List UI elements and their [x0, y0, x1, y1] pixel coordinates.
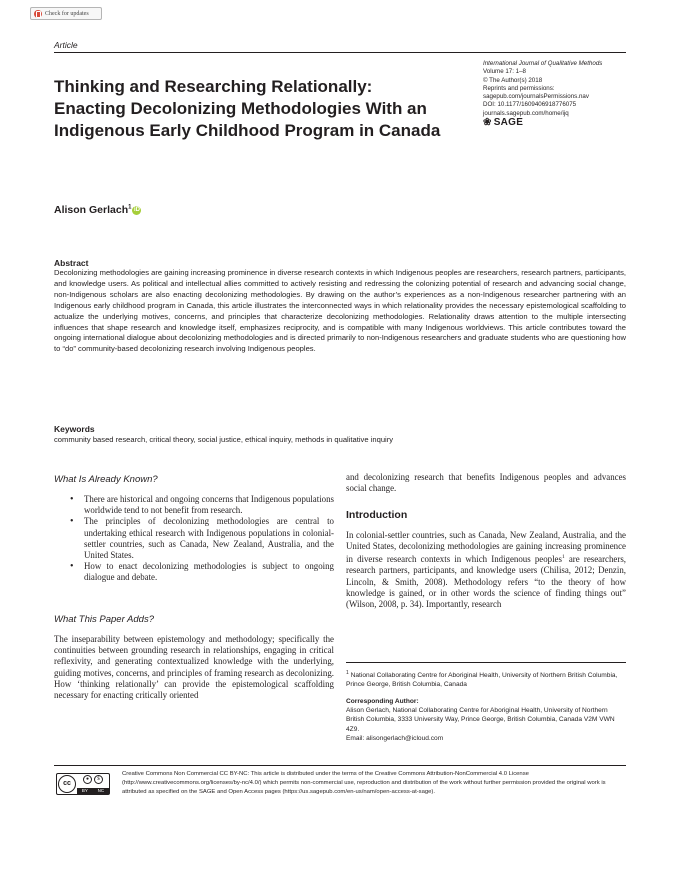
check-for-updates-button[interactable]	[30, 7, 102, 20]
journal-reprints: Reprints and permissions:	[483, 84, 555, 92]
known-list	[54, 494, 334, 584]
author-affiliation-mark: 1	[128, 204, 132, 211]
header-divider	[54, 52, 626, 53]
introduction-text-a: In colonial-settler countries, such as Canada, New Zealand, Australia, and the United States, decolonizing methodologies are gaining increasing prominence in diverse research contexts in which Indigenous peoples	[346, 529, 626, 565]
journal-name: International Journal of Qualitative Methods	[483, 60, 603, 67]
attribution-icon: ●	[83, 775, 92, 784]
orcid-icon[interactable]: iD	[133, 206, 140, 213]
license-text: Creative Commons Non Commercial CC BY-NC: This article is distributed under the terms of the Creative Commons Attribution-NonCommercial 4.0 License (http://www.creativecommons.org/licenses/by-nc/4.0/) which permits non-commercial use, reproduction and distribution of the work without further permission provided the original work is attributed as specified on the SAGE and Open Access pages (https://us.sagepub.com/en-us/nam/open-access-at-sage).	[122, 771, 606, 795]
affiliation-footnote-text: National Collaborating Centre for Aboriginal Health, University of Northern British Columbia, Prince George, British Columbia, Canada	[346, 672, 618, 689]
cc-nc-label: NC	[97, 788, 105, 793]
journal-doi[interactable]: DOI: 10.1177/1609406918776075	[483, 101, 577, 109]
license-divider	[54, 765, 626, 766]
abstract-heading: Abstract	[54, 258, 89, 268]
sage-logo-icon: ❀	[483, 117, 492, 129]
journal-home-link[interactable]: journals.sagepub.com/home/ijq	[483, 109, 569, 117]
cc-by-label: BY	[81, 788, 88, 793]
footnote-mark[interactable]: 1	[561, 554, 565, 561]
author-name: Alison Gerlach	[54, 204, 129, 216]
introduction-text	[346, 530, 626, 611]
adds-heading: What This Paper Adds?	[54, 613, 154, 625]
adds-text: The inseparability between epistemology and methodology; specifically the continuities between grounding research in relationships, engaging in critical reflexivity, and generating contextualized knowledge with the underlying, guiding motives, concerns, and principles of framing research as decolonizing. How ‘thinking relationally’ can provide the epistemological scaffolding necessary for enacting critically oriented	[54, 633, 334, 701]
known-item: • There are historical and ongoing concerns that Indigenous populations worldwide tend to not benefit from research.	[70, 494, 334, 516]
footnotes	[346, 662, 626, 743]
corresponding-author-text: Alison Gerlach, National Collaborating Centre for Aboriginal Health, University of Northern British Columbia, 3333 University Way, Prince George, British Columbia, Canada V2M VWN 4Z9.	[346, 707, 615, 733]
publisher-name: SAGE	[493, 117, 524, 129]
affiliation-footnote-mark: 1	[346, 670, 349, 676]
adds-text-continued: and decolonizing research that benefits Indigenous peoples and advances social change.	[346, 472, 626, 494]
known-item: • How to enact decolonizing methodologies is subject to ongoing dialogue and debate.	[70, 561, 334, 583]
right-column	[346, 472, 626, 611]
cc-icon: cc	[58, 775, 76, 793]
abstract-text: Decolonizing methodologies are gaining increasing prominence in diverse research contexts in which Indigenous peoples are researchers, research partners, participants, and knowledge users. As political and intellectual allies committed to actively resisting and redressing the colonizing potential of research and advancing social change, non-Indigenous scholars are also enacting decolonizing methodologies. By drawing on the author’s experiences as a non-Indigenous researcher partnering with an Indigenous early childhood program in Canada, this article illustrates the interconnected ways in which relationality provides the necessary epistemological scaffolding to actualize the underlying motives, concerns, and principles that characterize decolonizing methodologies. Relationality draws attention to the multiple intersecting influences that shape research and knowledge itself, emphasizes reciprocity, and is compatible with many Indigenous worldviews. This article contributes toward the ongoing international dialogue about decolonizing methodologies and is directed primarily to non-Indigenous researchers and graduate students who are questioning how to “do” community-based decolonizing research involving Indigenous peoples.	[54, 268, 626, 354]
keywords-text: community based research, critical theory, social justice, ethical inquiry, methods in qualitative inquiry	[54, 435, 394, 444]
introduction-heading: Introduction	[346, 508, 408, 521]
journal-volume: Volume 17: 1–8	[483, 68, 527, 76]
cc-badge-right	[77, 774, 109, 794]
journal-reprints-link[interactable]: sagepub.com/journalsPermissions.nav	[483, 93, 589, 101]
bookmark-icon	[34, 10, 42, 18]
publisher-logo	[483, 119, 643, 127]
keywords-heading: Keywords	[54, 424, 95, 434]
noncommercial-icon: $	[94, 775, 103, 784]
corresponding-author-email[interactable]: Email: alisongerlach@icloud.com	[346, 734, 444, 742]
known-item: • The principles of decolonizing methodologies are central to undertaking ethical research with Indigenous populations in colonial-settler countries, such as Canada, New Zealand, Australia, and the United States.	[70, 516, 334, 561]
journal-copyright: © The Author(s) 2018	[483, 76, 543, 84]
left-column	[54, 474, 334, 701]
introduction-text-b: are researchers, research partners, participants, and knowledge users (Chilisa, 2012; Denzin, Lincoln, & Smith, 2008). Methodology refers “to the theory of how knowledge is gained, or in other words the science of finding things out” (Wilson, 2008, p. 34). Importantly, research	[346, 554, 626, 610]
cc-badge-bar	[77, 788, 109, 794]
affiliation-footnote	[346, 669, 626, 690]
check-for-updates-label: Check for updates	[45, 10, 89, 17]
corresponding-author-heading: Corresponding Author:	[346, 697, 419, 705]
article-type-label: Article	[54, 40, 78, 50]
article-title: Thinking and Researching Relationally: Enacting Decolonizing Methodologies With an Indigenous Early Childhood Program in Canada	[54, 77, 441, 140]
cc-license-badge[interactable]	[56, 773, 110, 795]
known-heading: What Is Already Known?	[54, 474, 158, 485]
author-line	[54, 204, 141, 216]
cc-badge-icons	[83, 774, 103, 784]
journal-info	[483, 60, 643, 127]
